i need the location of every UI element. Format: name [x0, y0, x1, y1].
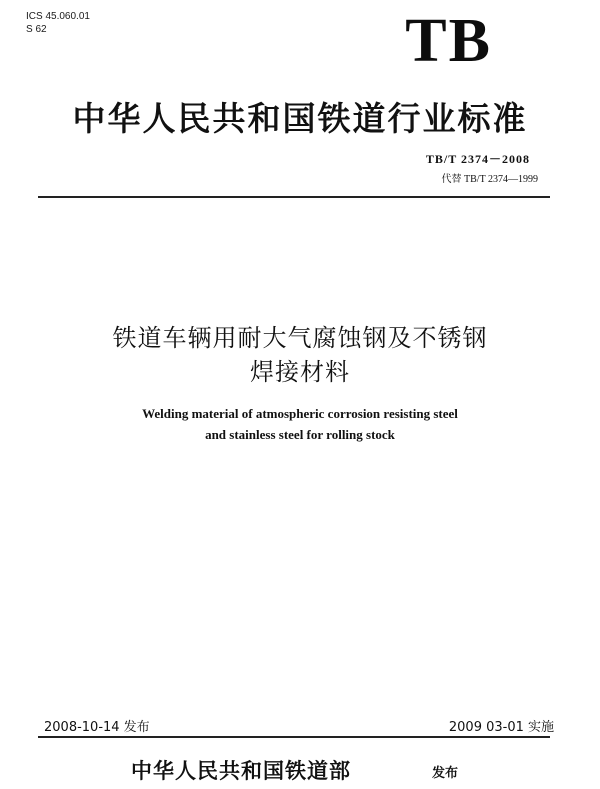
standard-category-title: 中华人民共和国铁道行业标准	[72, 99, 528, 138]
document-title-en-line2: and stainless steel for rolling stock	[205, 427, 395, 442]
publisher-name: 中华人民共和国铁道部	[131, 758, 351, 783]
bottom-divider	[38, 736, 550, 738]
ics-code: ICS 45.060.01	[26, 11, 90, 22]
implementation-date: 2009 03-01 实施	[448, 720, 554, 735]
issue-date: 2008-10-14 发布	[44, 720, 150, 735]
document-title-cn-line2: 焊接材料	[250, 358, 350, 386]
standard-number: TB/T 2374－2008	[425, 152, 530, 166]
replaces-standard: 代替 TB/T 2374—1999	[441, 174, 538, 185]
document-title-en-line1: Welding material of atmospheric corrosion resisting steel	[142, 406, 458, 421]
classification-code: S 62	[26, 24, 47, 35]
document-title-cn-line1: 铁道车辆用耐大气腐蚀钢及不锈钢	[112, 324, 488, 352]
publish-label: 发布	[432, 766, 459, 781]
ics-code-block	[26, 10, 90, 36]
tb-logo: TB	[405, 7, 492, 75]
top-divider	[38, 196, 550, 198]
